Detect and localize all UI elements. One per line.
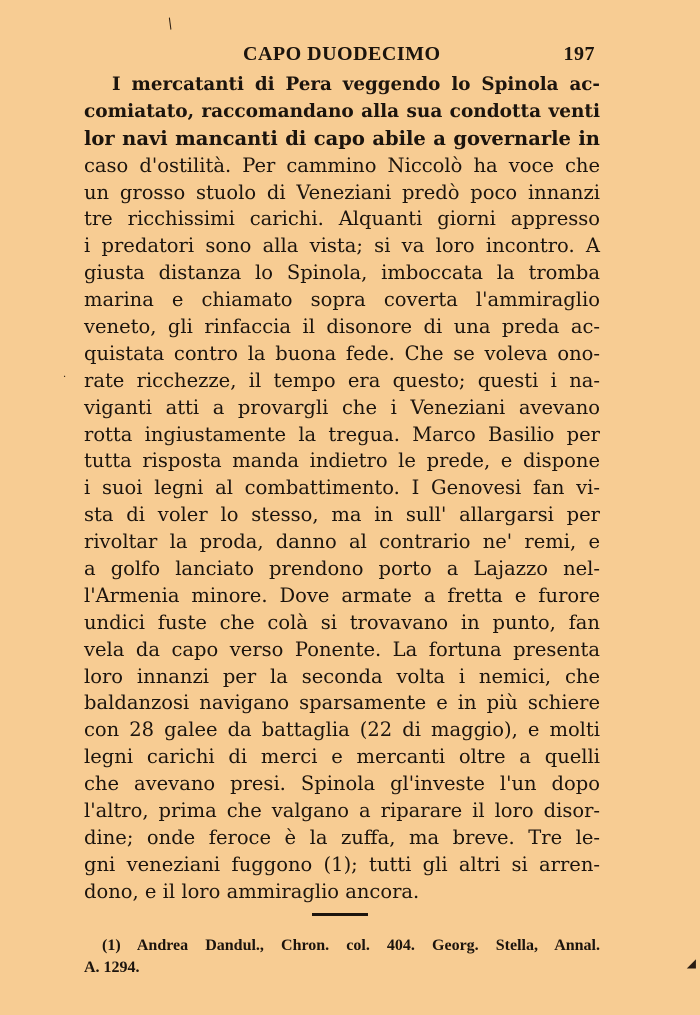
text-line: un grosso stuolo di Veneziani predò poco innanzi [84, 180, 600, 204]
text-line: dono, e il loro ammiraglio ancora. [84, 879, 420, 903]
text-line: caso d'ostilità. Per cammino Niccolò ha voce che [84, 153, 600, 177]
text-line: giusta distanza lo Spinola, imboccata la tromba [84, 261, 600, 285]
text-line: tutta risposta manda indietro le prede, e dispone [84, 449, 600, 473]
text-line: rivoltar la proda, danno al contrario ne' remi, e [84, 530, 600, 554]
text-line: veneto, gli rinfaccia il disonore di una preda ac- [84, 315, 600, 339]
text-line: undici fuste che colà si trovavano in punto, fan [84, 610, 600, 634]
footnote-separator [312, 913, 368, 916]
text-line: l'altro, prima che valgano a riparare il loro disor- [84, 799, 600, 823]
text-line: che avevano presi. Spinola gl'investe l'un dopo [84, 772, 600, 796]
text-line: vela da capo verso Ponente. La fortuna presenta [84, 637, 600, 661]
text-line: con 28 galee da battaglia (22 di maggio), e molti [84, 718, 600, 742]
stray-mark: / [164, 15, 176, 33]
text-line: legni carichi di merci e mercanti oltre a quelli [84, 745, 600, 769]
text-line: i suoi legni al combattimento. I Genovesi fan vi- [84, 476, 600, 500]
text-line: comiatato, raccomandano alla sua condotta venti [84, 100, 600, 122]
text-line: l'Armenia minore. Dove armate a fretta e furore [84, 583, 600, 607]
footnote-line: (1) Andrea Dandul., Chron. col. 404. Georg. Stella, Annal. [102, 937, 600, 954]
text-line: quistata contro la buona fede. Che se voleva ono- [84, 341, 600, 365]
text-line: loro innanzi per la seconda volta i nemici, che [84, 664, 600, 688]
footnote-line: A. 1294. [84, 959, 140, 976]
corner-mark: ◢ [686, 956, 696, 970]
text-line: gni veneziani fuggono (1); tutti gli altri si arren- [84, 852, 600, 876]
margin-dot: · [63, 372, 67, 383]
text-line: I mercatanti di Pera veggendo lo Spinola ac- [112, 74, 600, 95]
text-line: sta di voler lo stesso, ma in sull' allargarsi per [84, 503, 600, 527]
text-line: rate ricchezze, il tempo era questo; questi i na- [84, 368, 600, 392]
text-line: dine; onde feroce è la zuffa, ma breve. Tre le- [84, 825, 600, 849]
text-line: i predatori sono alla vista; si va loro incontro. A [84, 234, 600, 258]
text-line: viganti atti a provargli che i Veneziani avevano [84, 395, 600, 419]
text-line: rotta ingiustamente la tregua. Marco Basilio per [84, 422, 600, 446]
text-line: lor navi mancanti di capo abile a governarle in [84, 126, 600, 150]
text-line: marina e chiamato sopra coverta l'ammiraglio [84, 288, 600, 312]
footnote [84, 935, 600, 979]
text-line: baldanzosi navigano sparsamente e in più schiere [84, 691, 600, 715]
body-text [84, 72, 600, 906]
chapter-title: CAPO DUODECIMO [243, 43, 441, 65]
text-line: tre ricchissimi carichi. Alquanti giorni appresso [84, 207, 600, 231]
text-line: a golfo lanciato prendono porto a Lajazzo nel- [84, 557, 600, 581]
page-number: 197 [563, 43, 595, 65]
